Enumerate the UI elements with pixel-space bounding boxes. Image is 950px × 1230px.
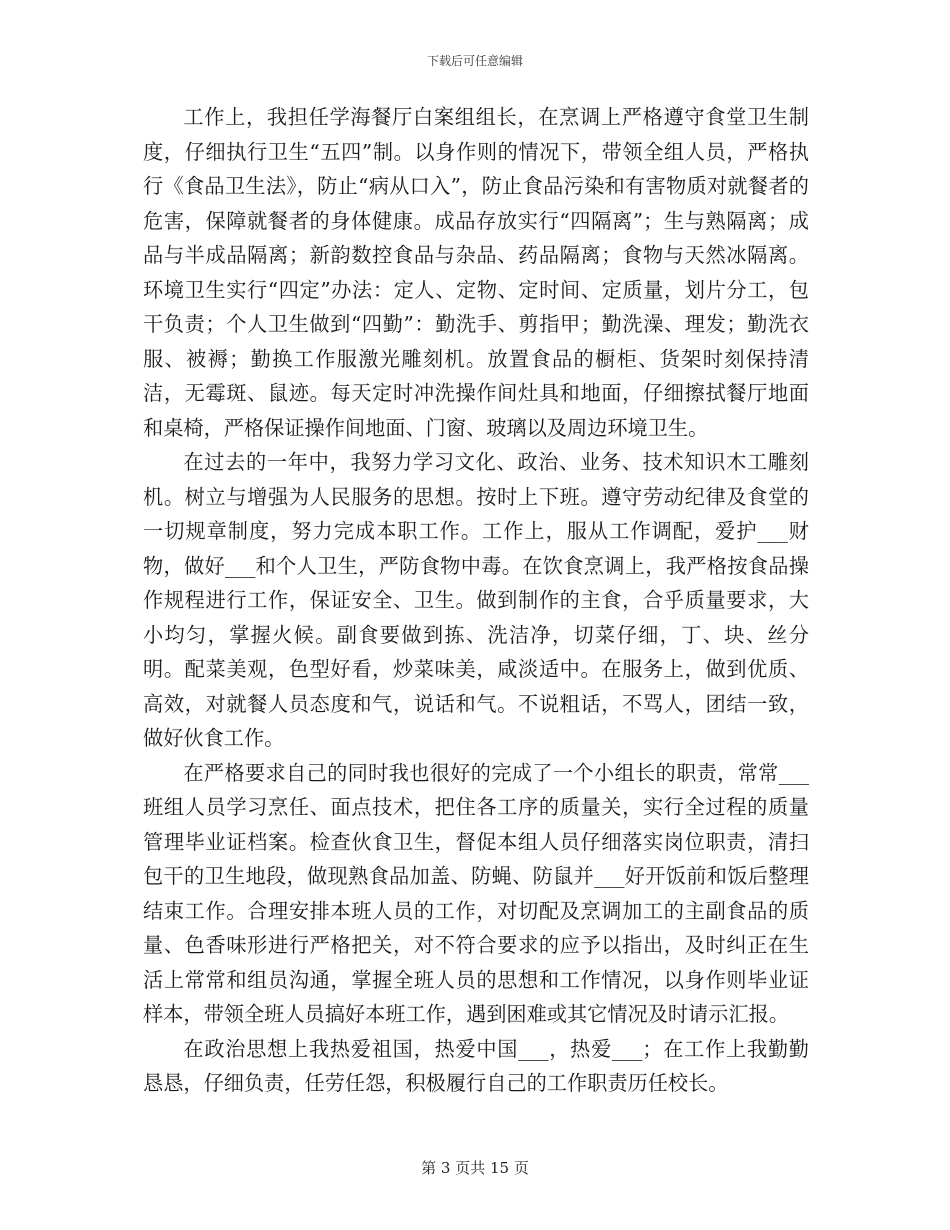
page-number: 第 3 页共 15 页 <box>421 1159 529 1177</box>
page-header: 下载后可任意编辑 <box>426 54 523 68</box>
paragraph-past-year: 在过去的一年中，我努力学习文化、政治、业务、技术知识木工雕刻机。树立与增强为人民服务的思想。按时上下班。遵守劳动纪律及食堂的一切规章制度，努力完成本职工作。工作上，服从工作调配，爱护___财物，做好___和个人卫生，严防食物中毒。在饮食烹调上，我严格按食品操作规程进行工作，保证安全、卫生。做到制作的主食，合乎质量要求，大小均匀，掌握火候。副食要做到拣、洗洁净，切菜仔细，丁、块、丝分明。配菜美观，色型好看，炒菜味美，咸淡适中。在服务上，做到优质、高效，对就餐人员态度和气，说话和气。不说粗话，不骂人，团结一致，做好伙食工作。 <box>143 450 809 750</box>
paragraph-hygiene: 工作上，我担任学海餐厅白案组组长，在烹调上严格遵守食堂卫生制度，仔细执行卫生“五四”制。以身作则的情况下，带领全组人员，严格执行《食品卫生法》，防止“病从口入”，防止食品污染和有害物质对就餐者的危害，保障就餐者的身体健康。成品存放实行“四隔离”；生与熟隔离；成品与半成品隔离；新韵数控食品与杂品、药品隔离；食物与天然冰隔离。环境卫生实行“四定”办法：定人、定物、定时间、定质量，划片分工，包干负责；个人卫生做到“四勤”：勤洗手、剪指甲；勤洗澡、理发；勤洗衣服、被褥；勤换工作服激光雕刻机。放置食品的橱柜、货架时刻保持清洁，无霉斑、鼠迹。每天定时冲洗操作间灶具和地面，仔细擦拭餐厅地面和桌椅，严格保证操作间地面、门窗、玻璃以及周边环境卫生。 <box>143 105 809 440</box>
paragraph-team-leader: 在严格要求自己的同时我也很好的完成了一个小组长的职责，常常___班组人员学习烹任、面点技术，把住各工序的质量关，实行全过程的质量管理毕业证档案。检查伙食卫生，督促本组人员仔细落实岗位职责，清扫包干的卫生地段，做现熟食品加盖、防蝇、防鼠并___好开饭前和饭后整理结束工作。合理安排本班人员的工作，对切配及烹调加工的主副食品的质量、色香味形进行严格把关，对不符合要求的应予以指出，及时纠正在生活上常常和组员沟通，掌握全班人员的思想和工作情况，以身作则毕业证样本，带领全班人员搞好本班工作，遇到困难或其它情况及时请示汇报。 <box>143 760 809 1026</box>
document-body <box>143 100 809 1101</box>
paragraph-political: 在政治思想上我热爱祖国，热爱中国___，热爱___；在工作上我勤勤恳恳，仔细负责，任劳任怨，积极履行自己的工作职责历任校长。 <box>143 1036 809 1095</box>
